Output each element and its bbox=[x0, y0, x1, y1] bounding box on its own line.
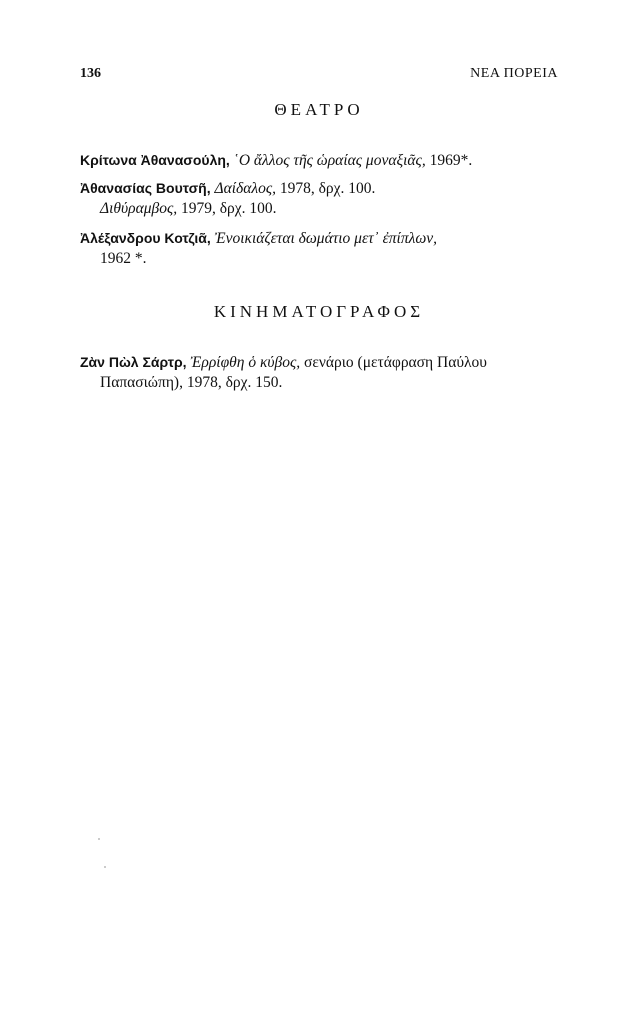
entry-title: Διθύραμβος, bbox=[100, 200, 178, 217]
entry-line bbox=[80, 352, 558, 373]
entry-line bbox=[80, 150, 558, 171]
entry-athanasouli bbox=[80, 150, 558, 171]
section-heading-cinema: ΚΙΝΗΜΑΤΟΓΡΑΦΟΣ bbox=[213, 302, 425, 321]
entry-title: Ἐρρίφθη ὁ κύβος, bbox=[190, 354, 301, 371]
entry-author: Κρίτωνα Ἀθανασούλη, bbox=[80, 152, 230, 168]
entry-author: Ἀλέξανδρου Κοτζιᾶ, bbox=[80, 230, 211, 246]
paper-speck bbox=[104, 866, 106, 868]
entry-kotzias bbox=[80, 228, 558, 269]
entry-continuation-line bbox=[80, 373, 558, 393]
entry-details: 1979, δρχ. 100. bbox=[181, 200, 277, 217]
entry-line bbox=[80, 178, 558, 199]
entry-details: σενάριο (μετάφραση Παύλου bbox=[304, 354, 487, 371]
entry-continuation-line bbox=[80, 199, 558, 219]
paper-speck bbox=[98, 838, 100, 840]
entry-author: Ἀθανασίας Βουτσῆ, bbox=[80, 180, 211, 196]
entry-title: Ἐνοικιάζεται δωμάτιο μετ᾿ ἐπίπλων, bbox=[214, 230, 438, 247]
entry-details: Παπασιώπη), 1978, δρχ. 150. bbox=[100, 374, 283, 391]
entry-voutsi bbox=[80, 178, 558, 219]
journal-title: ΝΕΑ ΠΟΡΕΙΑ bbox=[470, 66, 558, 81]
entry-line bbox=[80, 228, 558, 249]
entry-continuation-line bbox=[80, 249, 558, 269]
entry-details: 1978, δρχ. 100. bbox=[279, 180, 376, 197]
entry-sartre bbox=[80, 352, 558, 393]
section-heading-theatre: ΘΕΑΤΡΟ bbox=[274, 100, 364, 119]
entry-author: Ζὰν Πὼλ Σάρτρ, bbox=[80, 354, 187, 370]
page-number: 136 bbox=[80, 66, 101, 81]
entry-title: Δαίδαλος, bbox=[214, 180, 276, 197]
entry-details: 1969*. bbox=[429, 152, 473, 169]
entry-details: 1962 *. bbox=[100, 250, 147, 267]
running-head bbox=[80, 66, 558, 84]
entry-title: ῾Ο ἄλλος τῆς ὡραίας μοναξιᾶς, bbox=[233, 152, 426, 169]
